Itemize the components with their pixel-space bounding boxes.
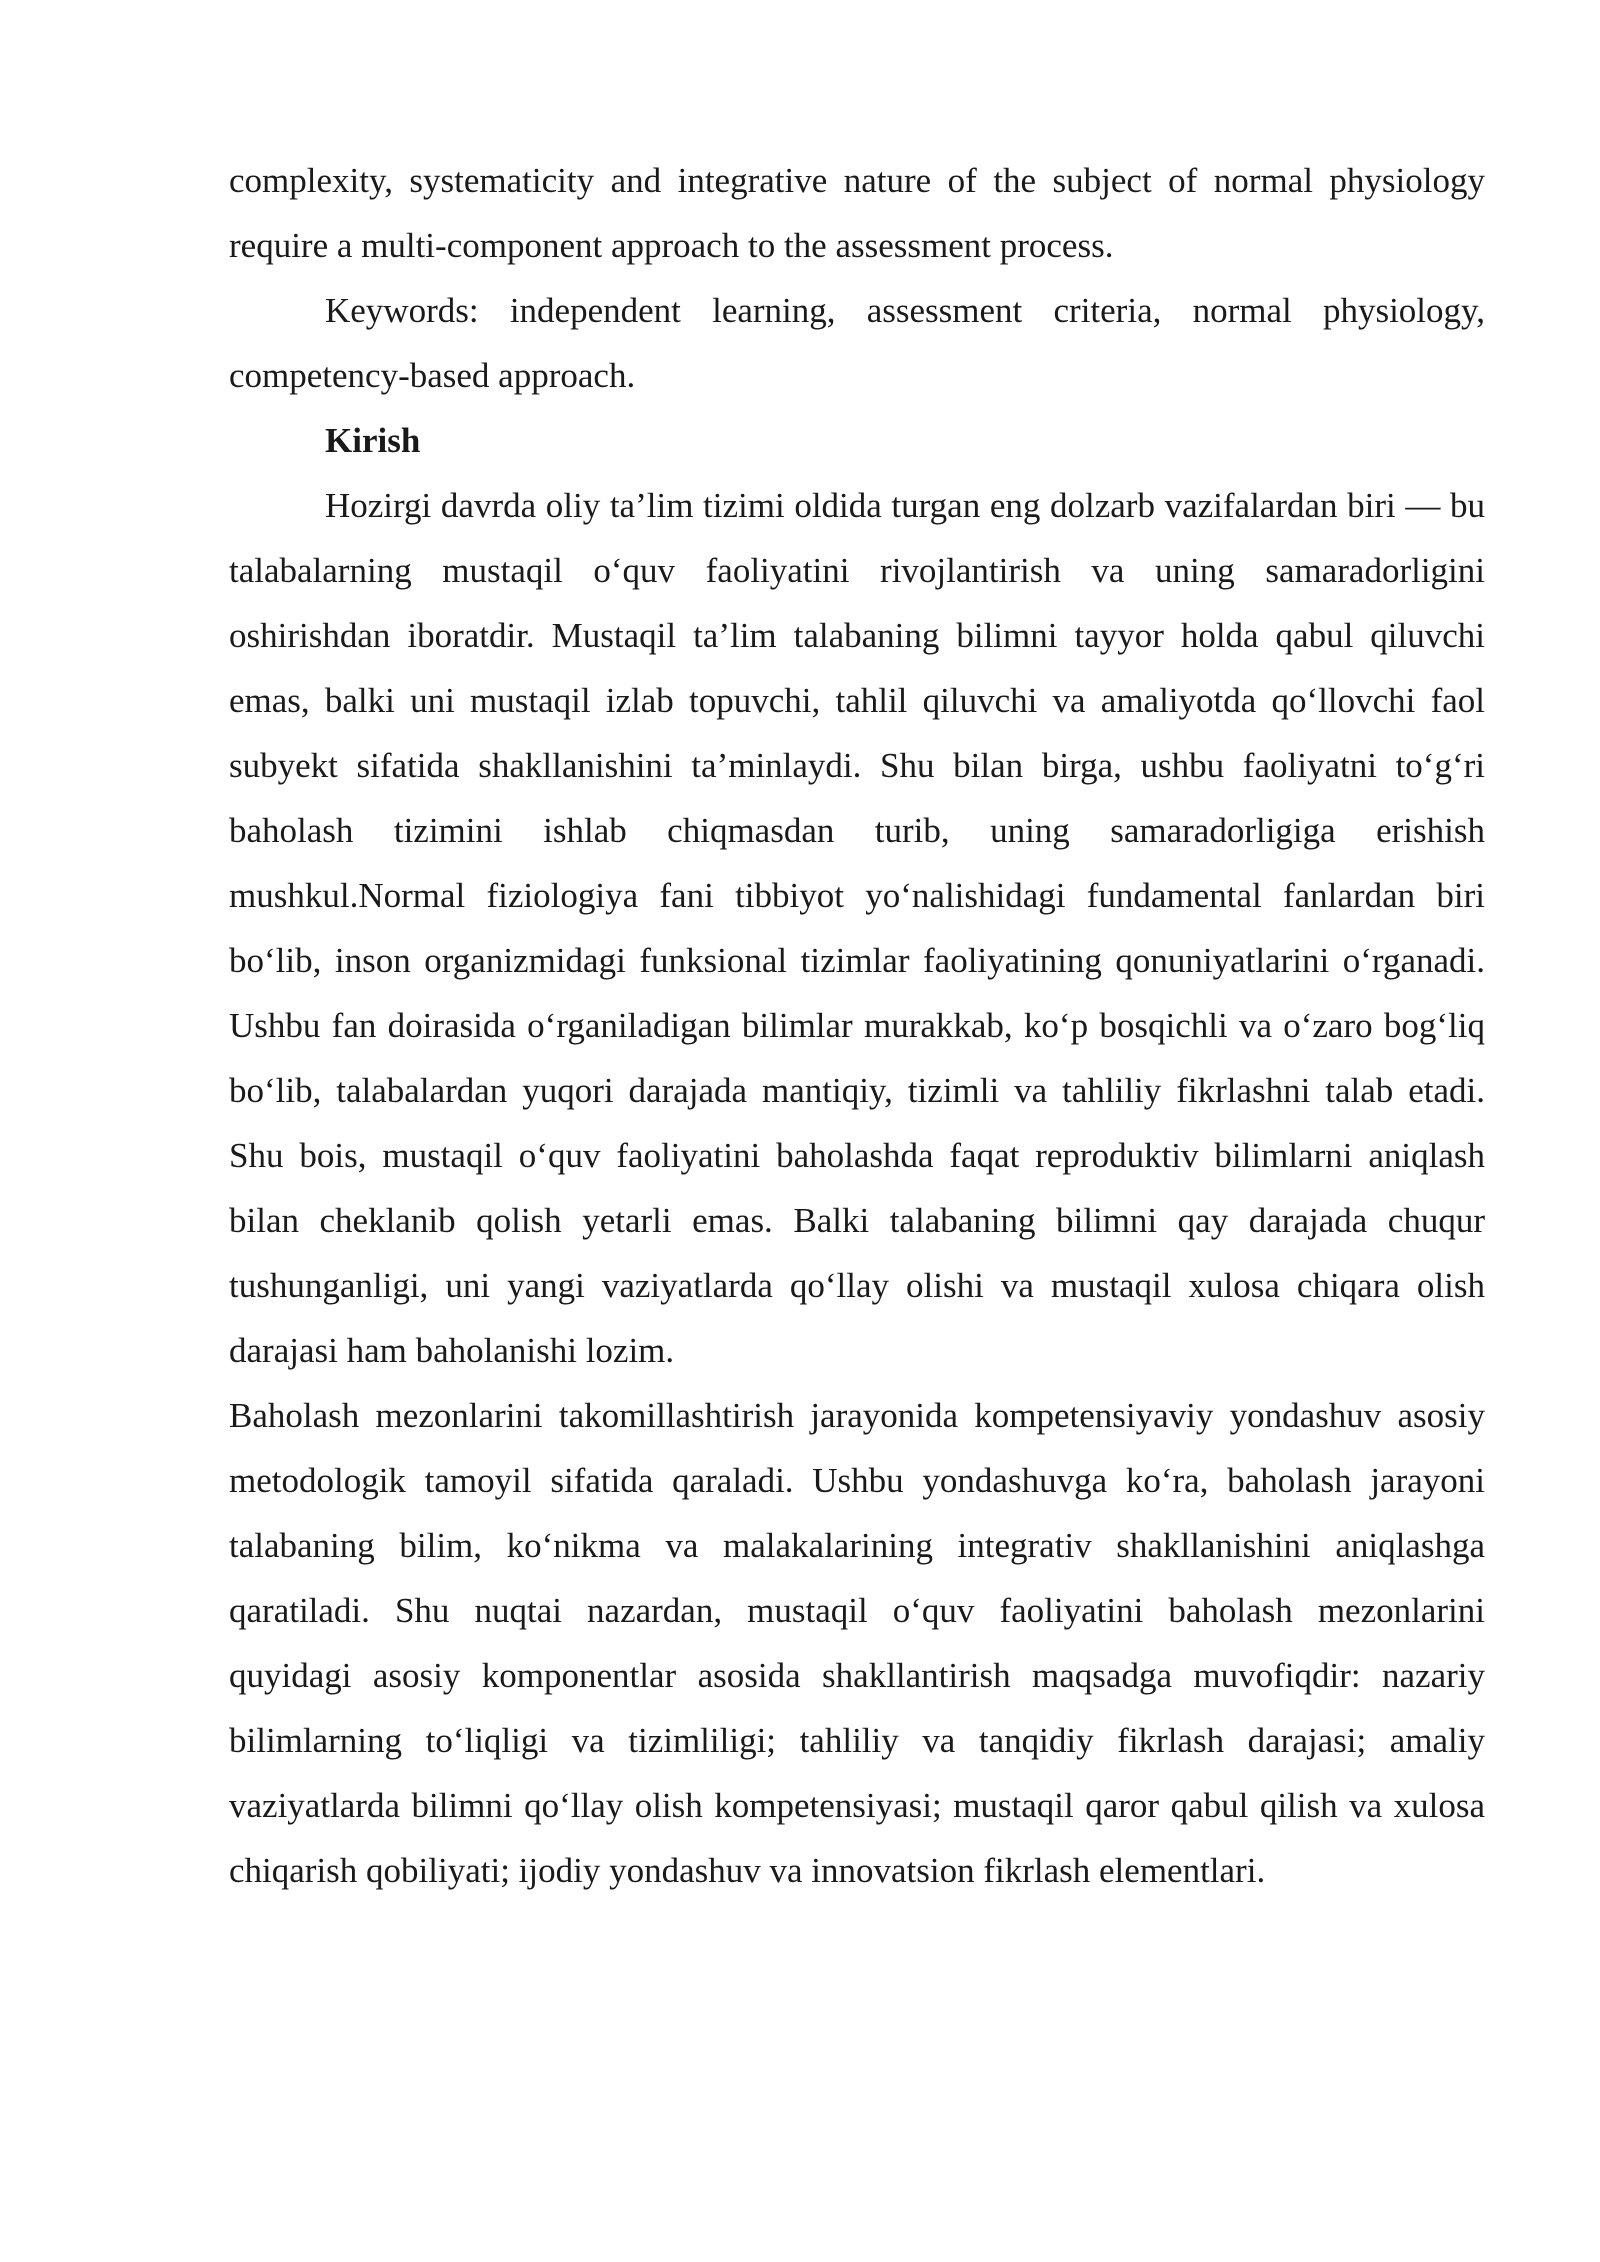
criteria-paragraph: Baholash mezonlarini takomillashtirish jarayonida kompetensiyaviy yondashuv asosiy metodologik tamoyil sifatida qaraladi. Ushbu yondashuvga ko‘ra, baholash jarayoni talabaning bilim, ko‘nikma va malakalarining integrativ shakllanishini aniqlashga qaratiladi. Shu nuqtai nazardan, mustaqil o‘quv faoliyatini baholash mezonlarini quyidagi asosiy komponentlar asosida shakllantirish maqsadga muvofiqdir: nazariy bilimlarning to‘liqligi va tizimliligi; tahliliy va tanqidiy fikrlash darajasi; amaliy vaziyatlarda bilimni qo‘llay olish kompetensiyasi; mustaqil qaror qabul qilish va xulosa chiqarish qobiliyati; ijodiy yondashuv va innovatsion fikrlash elementlari.: [229, 1396, 1485, 1890]
section-heading: Kirish: [325, 421, 421, 460]
keywords-paragraph: Keywords: independent learning, assessment criteria, normal physiology, competency-based approach.: [229, 291, 1485, 395]
abstract-end-paragraph: complexity, systematicity and integrative nature of the subject of normal physiology require a multi-component approach to the assessment process.: [229, 161, 1485, 265]
document-body: [229, 148, 1485, 1903]
intro-paragraph: Hozirgi davrda oliy ta’lim tizimi oldida turgan eng dolzarb vazifalardan biri — bu talabalarning mustaqil o‘quv faoliyatini rivojlantirish va uning samaradorligini oshirishdan iboratdir. Mustaqil ta’lim talabaning bilimni tayyor holda qabul qiluvchi emas, balki uni mustaqil izlab topuvchi, tahlil qiluvchi va amaliyotda qo‘llovchi faol subyekt sifatida shakllanishini ta’minlaydi. Shu bilan birga, ushbu faoliyatni to‘g‘ri baholash tizimini ishlab chiqmasdan turib, uning samaradorligiga erishish mushkul.Normal fiziologiya fani tibbiyot yo‘nalishidagi fundamental fanlardan biri bo‘lib, inson organizmidagi funksional tizimlar faoliyatining qonuniyatlarini o‘rganadi. Ushbu fan doirasida o‘rganiladigan bilimlar murakkab, ko‘p bosqichli va o‘zaro bog‘liq bo‘lib, talabalardan yuqori darajada mantiqiy, tizimli va tahliliy fikrlashni talab etadi. Shu bois, mustaqil o‘quv faoliyatini baholashda faqat reproduktiv bilimlarni aniqlash bilan cheklanib qolish yetarli emas. Balki talabaning bilimni qay darajada chuqur tushunganligi, uni yangi vaziyatlarda qo‘llay olishi va mustaqil xulosa chiqara olish darajasi ham baholanishi lozim.: [229, 486, 1485, 1370]
